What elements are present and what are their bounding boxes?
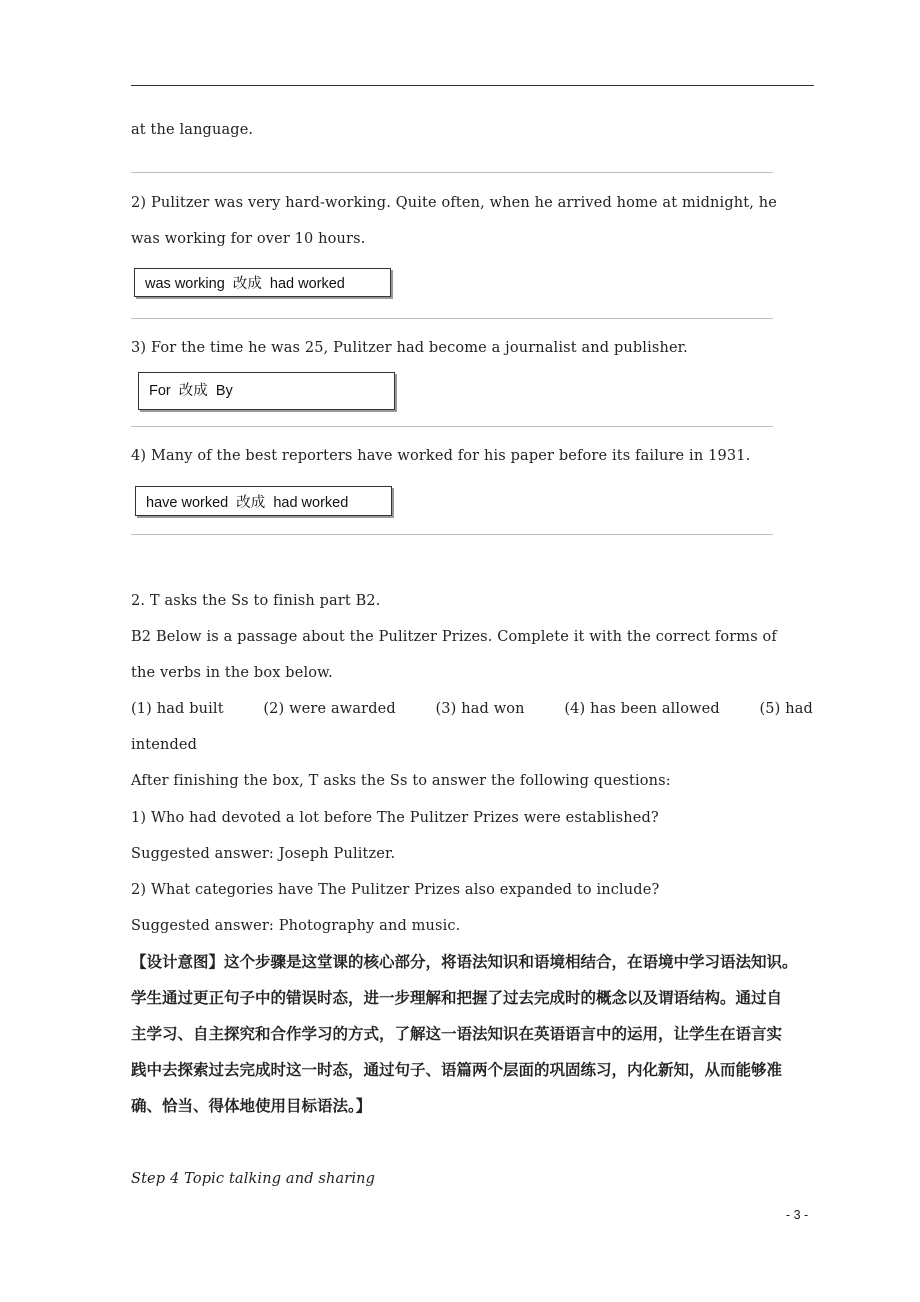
verb-option: (2) were awarded (263, 701, 396, 717)
item-4-correction-box (135, 486, 392, 516)
answer-2: Suggested answer: Photography and music. (131, 918, 461, 934)
design-intent-line: 践中去探索过去完成时这一时态，通过句子、语篇两个层面的巩固练习，内化新知，从而能够准 (131, 1061, 783, 1079)
verb-option: (5) had (759, 701, 813, 717)
design-intent-line: 确、恰当、得体地使用目标语法。】 (131, 1097, 372, 1115)
separator-line (131, 318, 773, 319)
answer-1: Suggested answer: Joseph Pulitzer. (131, 846, 396, 862)
item-2-correction-box (134, 268, 391, 297)
item-2-sentence: 2) Pulitzer was very hard-working. Quite often, when he arrived home at midnight, he (131, 195, 777, 211)
item-2-sentence-line-1 (131, 193, 813, 213)
exercise-continuation: at the language. (131, 122, 254, 138)
item-4-correction: have worked 改成 had worked (146, 495, 349, 511)
step-4-heading: Step 4 Topic talking and sharing (131, 1171, 376, 1187)
item-3-correction: For 改成 By (149, 383, 233, 399)
part-b2-intro: 2. T asks the Ss to finish part B2. (131, 593, 381, 609)
verb-option: (1) had built (131, 701, 224, 717)
verb-option: (4) has been allowed (564, 701, 720, 717)
page-number: - 3 - (786, 1208, 809, 1222)
design-intent-line: 学生通过更正句子中的错误时态，进一步理解和把握了过去完成时的概念以及谓语结构。通过自 (131, 989, 783, 1007)
item-2-correction: was working 改成 had worked (145, 276, 345, 292)
design-intent-line: 主学习、自主探究和合作学习的方式，了解这一语法知识在英语语言中的运用，让学生在语言实 (131, 1025, 783, 1043)
after-box-instruction: After finishing the box, T asks the Ss to answer the following questions: (131, 773, 671, 789)
question-1: 1) Who had devoted a lot before The Pulitzer Prizes were established? (131, 810, 659, 826)
item-3-sentence: 3) For the time he was 25, Pulitzer had become a journalist and publisher. (131, 340, 688, 356)
item-4-sentence: 4) Many of the best reporters have worked for his paper before its failure in 1931. (131, 448, 751, 464)
verb-option-wrap: intended (131, 737, 198, 753)
design-intent-line: 【设计意图】这个步骤是这堂课的核心部分，将语法知识和语境相结合，在语境中学习语法知识。 (131, 953, 798, 971)
question-2: 2) What categories have The Pulitzer Prizes also expanded to include? (131, 882, 660, 898)
separator-line (131, 172, 773, 173)
separator-line (131, 426, 773, 427)
header-rule (131, 85, 814, 86)
item-3-correction-box (138, 372, 395, 410)
verb-option: (3) had won (435, 701, 525, 717)
verb-options (131, 699, 813, 719)
item-2-sentence-line-2: was working for over 10 hours. (131, 231, 366, 247)
part-b2-instruction-line-1: B2 Below is a passage about the Pulitzer Prizes. Complete it with the correct forms of (131, 629, 777, 645)
part-b2-instruction-line-2: the verbs in the box below. (131, 665, 333, 681)
separator-line (131, 534, 773, 535)
